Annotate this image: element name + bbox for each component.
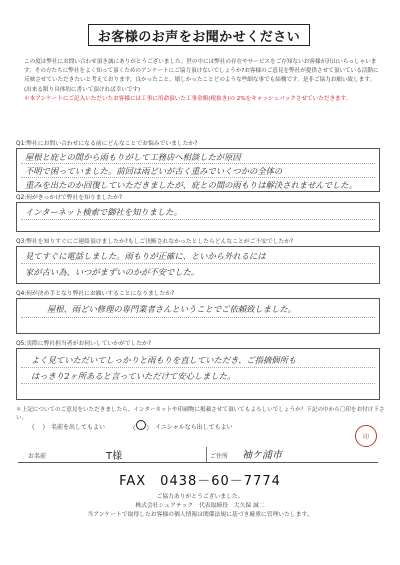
question-3 (16, 238, 380, 284)
page-title-text: お客様のお声をお聞かせください (97, 29, 301, 45)
answer-line (21, 383, 375, 384)
question-1-answer-line-3: 重みを出たのか回復していただきましたが、庇との間の雨もりは解決されませんでした。 (25, 180, 357, 190)
fax-number: FAX 0438－60－7774 (119, 474, 281, 489)
question-5 (16, 340, 380, 400)
question-4-answer-box (16, 298, 380, 334)
closing-section (0, 493, 400, 520)
question-4 (16, 290, 380, 334)
question-2 (16, 194, 380, 232)
question-5-answer-line-2: はっきり2ヶ所あると言っていただけて安心しました。 (31, 371, 236, 381)
name-value: T様 (106, 451, 123, 462)
question-1-answer-line-1: 屋根と庇との間から雨もりがして工務店へ相談したが原因 (25, 152, 241, 162)
question-2-answer-box (16, 202, 380, 232)
consent-option-name-label: 名前を出してもよい (51, 424, 106, 431)
selected-choice-mark: （ ） (129, 420, 153, 433)
address-value: 袖ケ浦市 (242, 450, 282, 461)
question-4-answer-line-1: 屋根、雨どい修理の専門業者さんということでご依頼致しました。 (47, 304, 296, 314)
seal-stamp-text: 印 (362, 433, 369, 441)
field-underline (18, 462, 378, 463)
privacy-text: 当アンケートで取得したお客様の個人情報は関係法規に基づき厳重に管理いたします。 (87, 512, 313, 518)
publish-consent-note: ＊上記についてのご意見をいただきましたら、インターネットや印刷物に掲載させて頂いてもよろしいでしょうか？下記の中から〇印をお付け下さい。 (16, 407, 385, 421)
question-3-answer-line-2: 家が古い為、いつがまずいのかが不安でした。 (25, 267, 200, 277)
question-1-answer-line-2: 不明で困っていました。前回は雨どいが古く重みでいくつかの全体の (25, 166, 283, 176)
circle-mark-icon (136, 420, 146, 430)
answer-line (21, 263, 375, 264)
question-1 (16, 140, 380, 192)
consent-options (28, 420, 233, 433)
field-divider (206, 447, 207, 463)
consent-option-initial-label: イニシャルなら出してもよい (155, 424, 233, 431)
question-4-label: Q4:何が決め手となり弊社にお願いすることになりましたか? (16, 291, 175, 297)
intro-section (24, 58, 380, 104)
answer-line (21, 317, 375, 318)
cashback-note: ＊本アンケートにご記入いただいたお客様には工事に用命頂いた工事金額(税抜き)の 2%をキャッシュバックさせていただきます。 (24, 95, 352, 102)
thanks-text: ご協力ありがとうございました。 (156, 494, 244, 500)
question-2-answer-line-1: インターネット検索で御社を知りました。 (25, 207, 182, 217)
question-3-answer-line-1: 見てすぐに電話しました。雨もりが正確に、といから外れるには (25, 251, 266, 261)
address-label: ご住所 (210, 453, 229, 460)
question-3-answer-box (16, 246, 380, 284)
page-title (88, 24, 310, 46)
question-5-answer-box (16, 348, 380, 400)
seal-stamp (355, 425, 377, 447)
question-1-answer-box (16, 148, 380, 192)
question-5-label: Q5:実際に弊社担当者がお伺いしていかがでしたか? (16, 341, 152, 347)
question-5-answer-line-1: よく見ていただいてしっかりと雨もりを直していただき、ご指摘個所も (31, 355, 297, 365)
empty-choice-mark: （ ） (28, 422, 49, 431)
consent-option-name[interactable] (28, 422, 105, 432)
customer-info-row (18, 447, 378, 461)
question-3-label: Q3:弊社を知りすぐにご連絡頂けましたか?もしご決断されなかったとしたらどんなことがご不安でしたか? (16, 239, 294, 245)
answer-line (21, 219, 375, 220)
name-label: お名前 (28, 453, 47, 460)
consent-option-initial[interactable] (129, 420, 233, 433)
intro-paragraph: この度は弊社にお問い合わせ頂き誠にありがとうございました。世の中には弊社の存在やサービスをご存知ないお客様が沢山いらっしゃいます。その方たちに弊社をよく知って頂くためのアンケートにご協力頂けないでしょうか?お客様のご意見を弊社が提供させて頂いている活動に反映させていただきたいと考えております。良かったこと、嬉しかったことどのような些細な事でも結構です。是非ご協力お願い致します。(出来る限り具体的に書いて頂ければ幸いです) (24, 59, 379, 93)
question-1-label: Q1:弊社にお問い合わせになる前にどんなことでお悩みでいましたか? (16, 141, 198, 147)
answer-line (21, 367, 375, 368)
question-2-label: Q2:何がきっかけで弊社を知りましたか? (16, 195, 123, 201)
company-text: 株式会社シェアテック 代表取締役 大久保 誠二 (135, 503, 265, 509)
